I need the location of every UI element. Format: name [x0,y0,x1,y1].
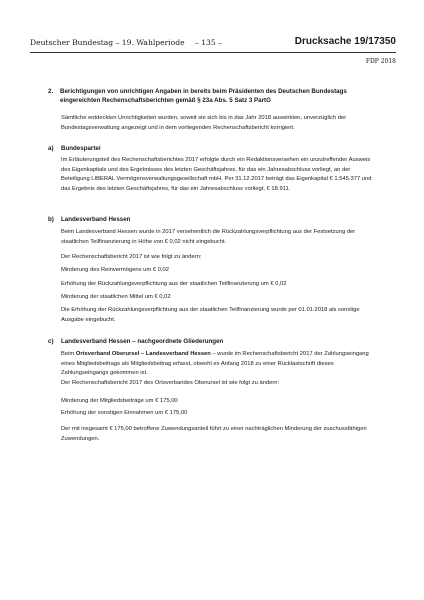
section-b-text: Beim Landesverband Hessen wurde in 2017 versehentlich die Rückzahlungsverpflichtung aus der Festsetzung der staatlichen Teilfinanzierung in Höhe von € 0,02 nicht eingebucht. [61,229,356,245]
section-c-closing: Der mit insgesamt € 175,00 betroffene Zuwendungsanteil führt zu einer nachträglichen Minderung der zuschussfähigen Zuwendungen. [61,426,367,442]
party-tag: FDP 2018 [365,58,396,65]
section-a-title: Bundespartei [61,145,101,152]
section-c-item: Erhöhung der sonstigen Einnahmen um € 175,00 [61,410,188,416]
section-b-item: Minderung des Reinvermögens um € 0,02 [61,267,169,273]
section-c-organization: Ortsverband Oberursel – Landesverband Hessen [75,351,211,357]
header-publication: Deutscher Bundestag – 19. Wahlperiode [30,38,185,47]
header-divider [30,52,396,53]
section-c-item: Minderung der Mitgliedsbeiträge um € 175,00 [61,398,178,404]
section-b-item: Minderung der staatlichen Mittel um € 0,02 [61,294,171,300]
section-c-correction-intro: Der Rechenschaftsbericht 2017 des Ortsverbandes Oberursel ist wie folgt zu ändern: [61,380,280,386]
section-b-closing: Die Erhöhung der Rückzahlungsverpflichtung aus der staatlichen Teilfinanzierung wurde per 01.01.2018 als sonstige Ausgabe eingebucht. [61,307,360,323]
section-a-label: a) [48,145,54,152]
section-b-label: b) [48,216,54,223]
section-b-correction-intro: Der Rechenschaftsbericht 2017 ist wie folgt zu ändern: [61,254,202,260]
section-2-number: 2. [48,88,54,95]
section-c-text-suffix: – wurde im Rechenschaftsbericht 2017 der Zahlungseingang eines Mitgliedsbeitrags als Mitgliedsbeitrag erfasst, obwohl es Anfang 2018 zu einer Rücklastschrift dieses Zahlungseingangs gekommen ist. [61,351,369,376]
section-c-text [61,350,375,379]
section-2-intro: Sämtliche entdeckten Unrichtigkeiten wurden, soweit sie sich bis in das Jahr 2018 auswirkten, unverzüglich der Bundestagsverwaltung angezeigt und in dem vorliegenden Rechenschaftsbericht korrigiert. [61,115,347,131]
header-document-id: 17350 [368,36,396,47]
header-page-number: – 135 – [195,38,222,47]
section-b-title: Landesverband Hessen [61,216,131,223]
section-a-text: Im Erläuterungsteil des Rechenschaftsberichtes 2017 erfolgte durch ein Redaktionsversehen ein unzutreffender Ausweis des Eigenkapitals und des Ergebnisses des letzten Geschäftsjahres, für das ein Jahresabschluss vorliegt, an der Beteiligung LIBERAL Vermögensverwaltungsgesellschaft mbH. Per 31.12.2017 beträgt das Eigenkapital € 1.545.377 und das Ergebnis des letzten Geschäftsjahres, für das ein Jahresabschluss vorliegt, € 18.911. [61,157,372,192]
section-b-item: Erhöhung der Rückzahlungsverpflichtung aus der staatlichen Teilfinanzierung um € 0,02 [61,281,287,287]
section-2-title: Berichtigungen von unrichtigen Angaben in bereits beim Präsidenten des Deutschen Bundestags eingereichten Rechenschaftsberichten gemäß § 23a Abs. 5 Satz 3 PartG [60,88,347,105]
section-c-text-prefix: Beim [61,351,76,357]
header-document-prefix: Drucksache 19/ [294,36,369,47]
page-header [30,36,396,50]
section-c-label: c) [48,338,54,345]
section-c-title: Landesverband Hessen – nachgeordnete Gliederungen [61,338,224,345]
header-document-number [295,36,396,47]
